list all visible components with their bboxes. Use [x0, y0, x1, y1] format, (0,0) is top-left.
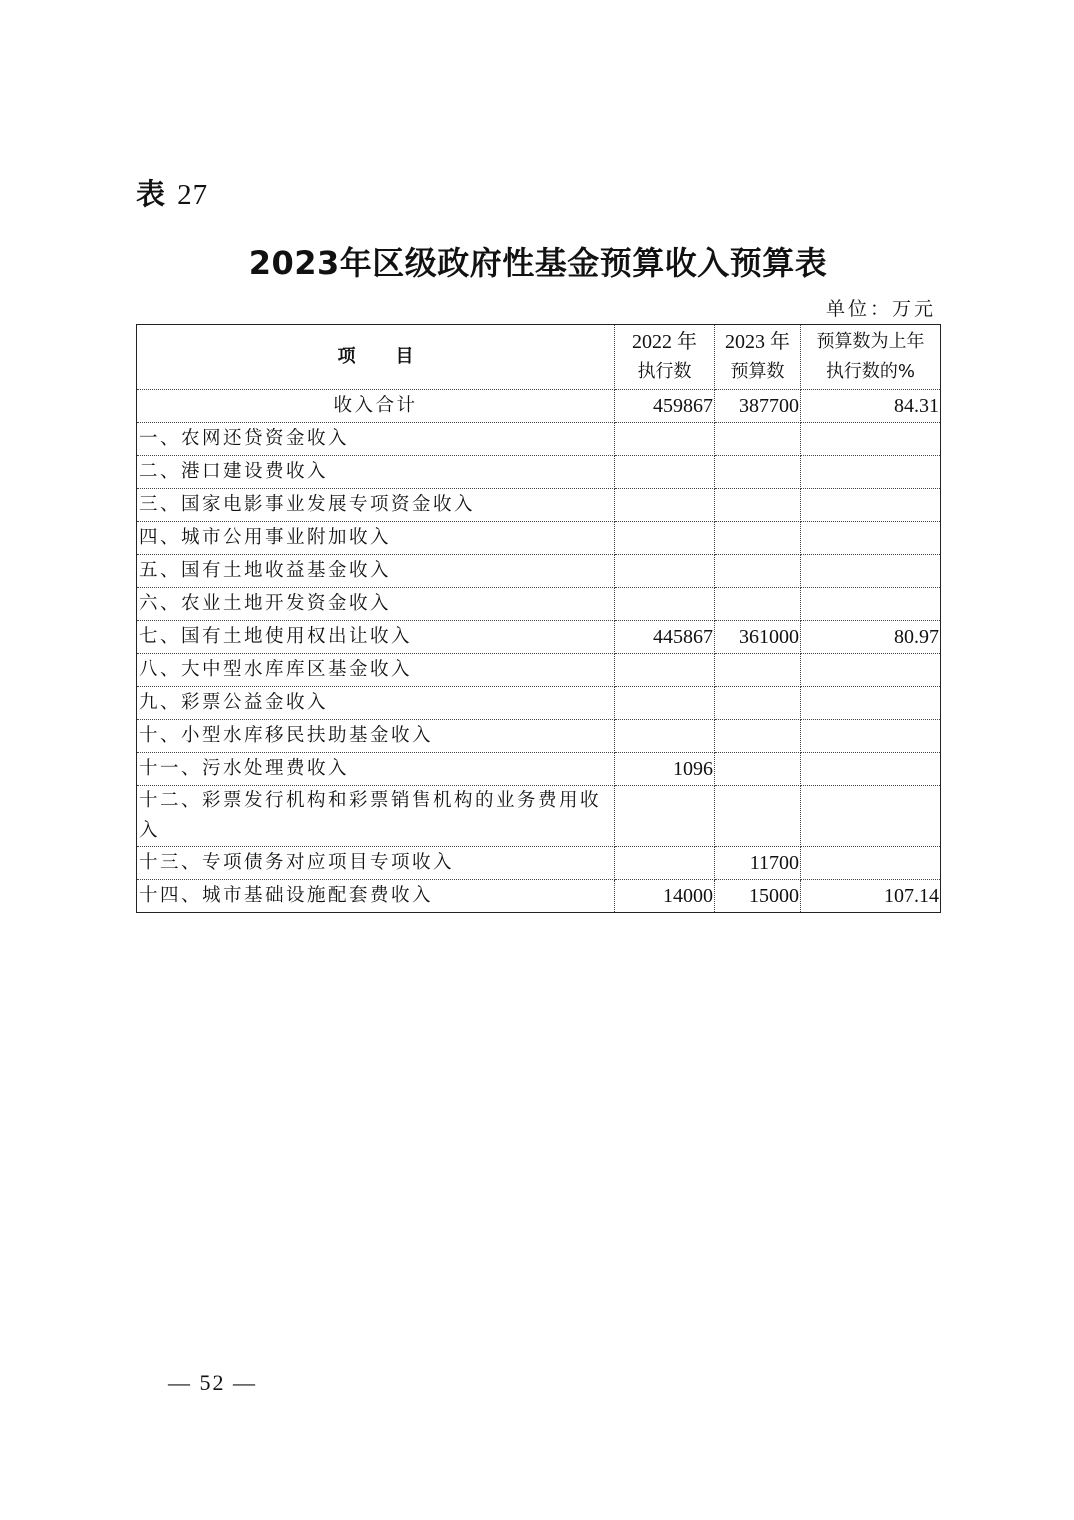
table-row	[137, 654, 941, 687]
table-header-row	[137, 325, 941, 390]
table-row	[137, 880, 941, 913]
header-percent-line1: 预算数为上年	[816, 331, 925, 352]
cell-percent	[801, 654, 941, 687]
cell-percent: 80.97	[801, 621, 941, 654]
cell-exec-2022: 459867	[615, 390, 715, 423]
table-row	[137, 588, 941, 621]
cell-exec-2022	[615, 654, 715, 687]
cell-budget-2023	[715, 522, 801, 555]
cell-exec-2022: 14000	[615, 880, 715, 913]
cell-percent	[801, 687, 941, 720]
cell-exec-2022	[615, 720, 715, 753]
cell-budget-2023	[715, 423, 801, 456]
cell-budget-2023: 387700	[715, 390, 801, 423]
table-row	[137, 522, 941, 555]
table-row	[137, 423, 941, 456]
cell-budget-2023: 11700	[715, 847, 801, 880]
cell-percent	[801, 489, 941, 522]
cell-percent	[801, 456, 941, 489]
cell-budget-2023	[715, 555, 801, 588]
cell-percent: 84.31	[801, 390, 941, 423]
header-budget-2023-line2: 预算数	[730, 361, 785, 382]
table-row	[137, 621, 941, 654]
cell-percent	[801, 555, 941, 588]
table-row	[137, 456, 941, 489]
cell-item-name: 三、国家电影事业发展专项资金收入	[137, 489, 615, 522]
cell-item-name: 十四、城市基础设施配套费收入	[137, 880, 615, 913]
header-exec-2022	[615, 325, 715, 390]
table-row	[137, 555, 941, 588]
table-row	[137, 720, 941, 753]
page-title: 2023年区级政府性基金预算收入预算表	[248, 244, 828, 282]
cell-exec-2022	[615, 588, 715, 621]
cell-item-name: 十三、专项债务对应项目专项收入	[137, 847, 615, 880]
cell-item-name: 九、彩票公益金收入	[137, 687, 615, 720]
cell-percent	[801, 720, 941, 753]
cell-budget-2023	[715, 654, 801, 687]
page-number: — 52 —	[168, 1370, 257, 1395]
unit-note: 单位：万元	[825, 298, 936, 320]
cell-percent	[801, 847, 941, 880]
cell-percent	[801, 522, 941, 555]
cell-budget-2023	[715, 720, 801, 753]
cell-item-name: 收入合计	[137, 390, 615, 423]
table-row	[137, 753, 941, 786]
cell-exec-2022	[615, 786, 715, 847]
cell-exec-2022	[615, 847, 715, 880]
table-label-prefix: 表	[136, 177, 167, 211]
header-exec-2022-line2: 执行数	[637, 361, 692, 382]
cell-item-name: 六、农业土地开发资金收入	[137, 588, 615, 621]
cell-item-name: 十一、污水处理费收入	[137, 753, 615, 786]
cell-exec-2022	[615, 687, 715, 720]
cell-exec-2022	[615, 456, 715, 489]
table-row	[137, 847, 941, 880]
cell-item-name: 一、农网还贷资金收入	[137, 423, 615, 456]
cell-budget-2023	[715, 456, 801, 489]
cell-budget-2023	[715, 489, 801, 522]
cell-budget-2023	[715, 687, 801, 720]
table-row	[137, 687, 941, 720]
cell-budget-2023	[715, 786, 801, 847]
cell-exec-2022: 445867	[615, 621, 715, 654]
cell-item-name: 八、大中型水库库区基金收入	[137, 654, 615, 687]
header-item: 项目	[137, 325, 615, 390]
header-exec-2022-line1: 2022 年	[632, 331, 697, 353]
cell-percent	[801, 753, 941, 786]
cell-item-name: 十、小型水库移民扶助基金收入	[137, 720, 615, 753]
cell-item-name: 五、国有土地收益基金收入	[137, 555, 615, 588]
cell-exec-2022: 1096	[615, 753, 715, 786]
table-row-total	[137, 390, 941, 423]
cell-item-name: 二、港口建设费收入	[137, 456, 615, 489]
table-row	[137, 489, 941, 522]
budget-table	[136, 324, 941, 913]
cell-percent	[801, 588, 941, 621]
header-budget-2023-line1: 2023 年	[725, 331, 790, 353]
header-budget-2023	[715, 325, 801, 390]
table-body	[137, 390, 941, 913]
cell-budget-2023: 15000	[715, 880, 801, 913]
cell-budget-2023: 361000	[715, 621, 801, 654]
table-label-number: 27	[177, 179, 209, 211]
cell-budget-2023	[715, 753, 801, 786]
table-label	[136, 172, 208, 213]
cell-exec-2022	[615, 522, 715, 555]
cell-item-name: 七、国有土地使用权出让收入	[137, 621, 615, 654]
header-percent-line2: 执行数的%	[825, 361, 916, 382]
cell-exec-2022	[615, 555, 715, 588]
cell-percent	[801, 423, 941, 456]
cell-exec-2022	[615, 423, 715, 456]
cell-exec-2022	[615, 489, 715, 522]
table-row	[137, 786, 941, 847]
cell-item-name: 四、城市公用事业附加收入	[137, 522, 615, 555]
cell-percent	[801, 786, 941, 847]
header-percent	[801, 325, 941, 390]
cell-budget-2023	[715, 588, 801, 621]
cell-item-name: 十二、彩票发行机构和彩票销售机构的业务费用收入	[137, 786, 615, 847]
cell-percent: 107.14	[801, 880, 941, 913]
